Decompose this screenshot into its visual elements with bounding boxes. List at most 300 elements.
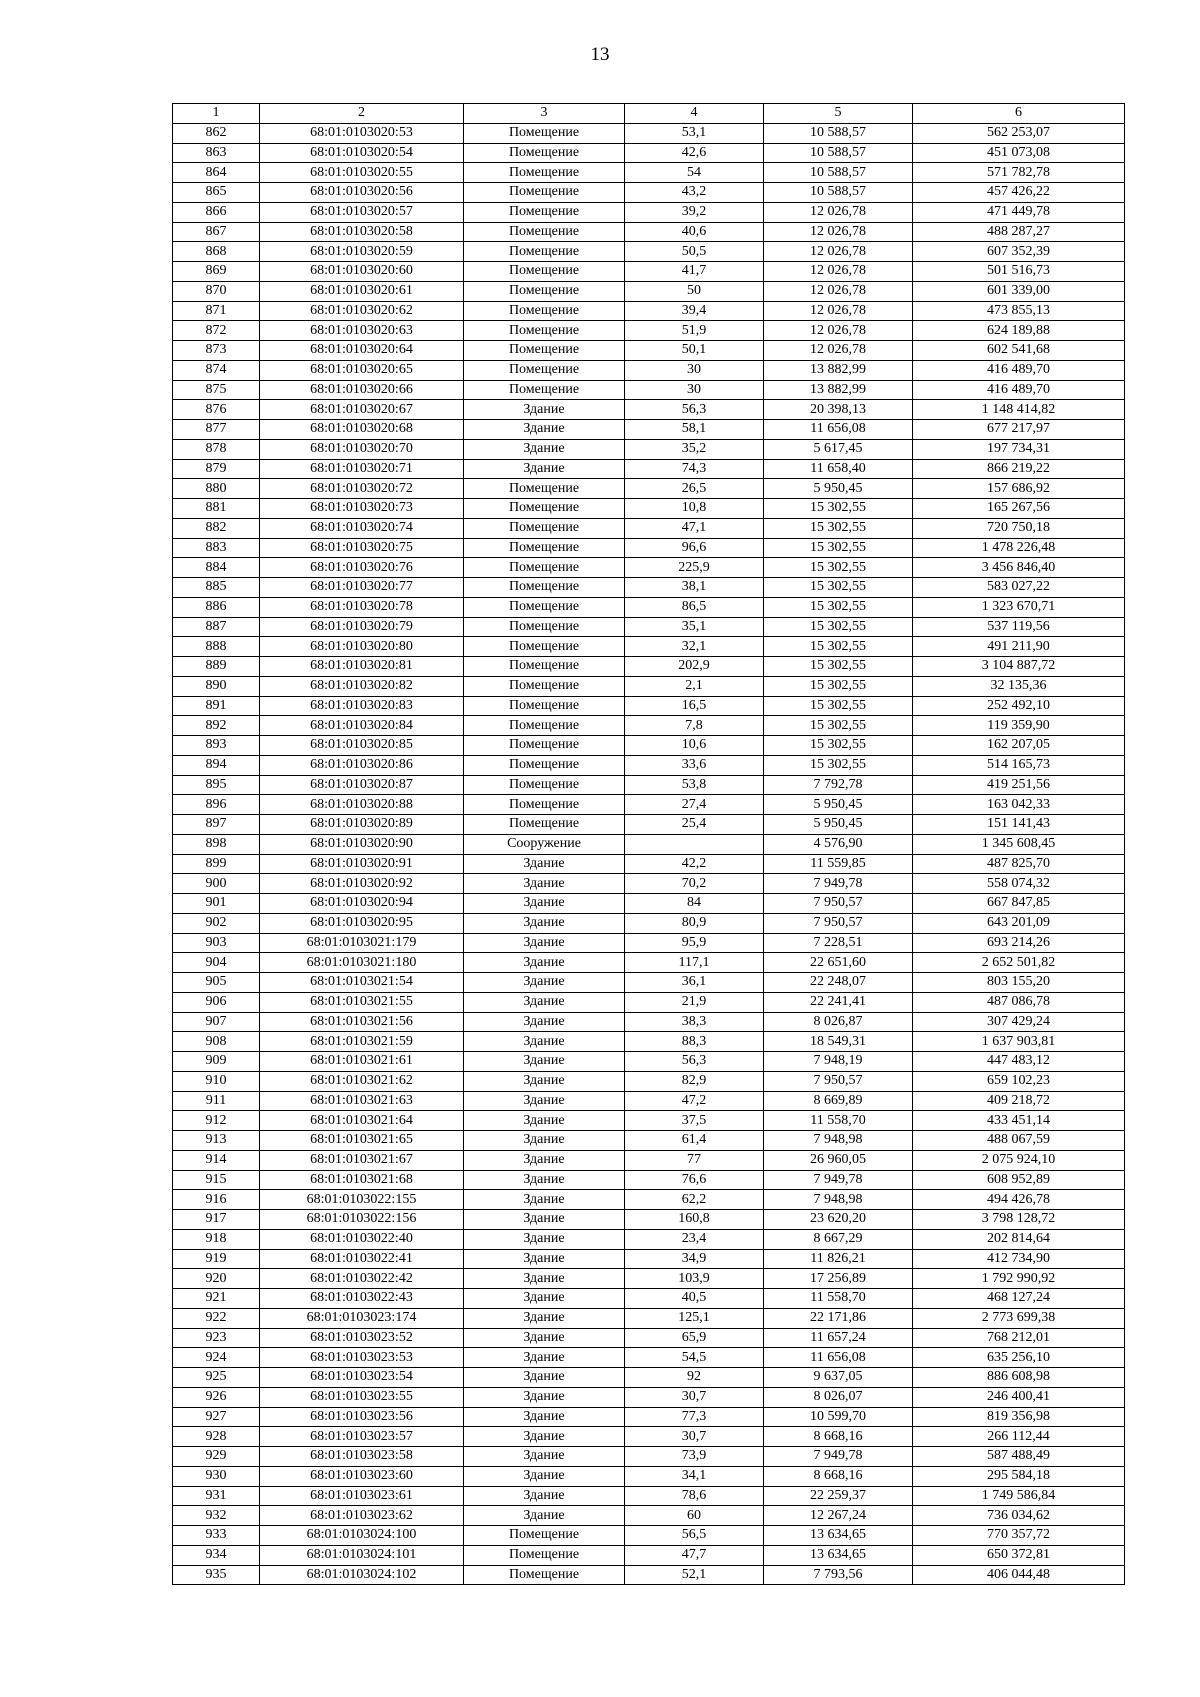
cadastral-number-cell: 68:01:0103020:87	[260, 775, 464, 795]
specific-value-cell: 12 026,78	[764, 262, 913, 282]
area-cell: 34,1	[625, 1466, 764, 1486]
table-row	[173, 341, 1125, 361]
area-cell: 53,8	[625, 775, 764, 795]
object-type-cell: Здание	[464, 1210, 625, 1230]
specific-value-cell: 11 559,85	[764, 854, 913, 874]
area-cell: 54,5	[625, 1348, 764, 1368]
cadastral-number-cell: 68:01:0103024:102	[260, 1565, 464, 1585]
row-number-cell: 877	[173, 420, 260, 440]
area-cell: 38,1	[625, 578, 764, 598]
cadastral-value-cell: 409 218,72	[913, 1091, 1125, 1111]
cadastral-number-cell: 68:01:0103023:56	[260, 1407, 464, 1427]
specific-value-cell: 12 026,78	[764, 301, 913, 321]
specific-value-cell: 15 302,55	[764, 696, 913, 716]
object-type-cell: Здание	[464, 1150, 625, 1170]
specific-value-cell: 15 302,55	[764, 657, 913, 677]
cadastral-number-cell: 68:01:0103021:64	[260, 1111, 464, 1131]
row-number-cell: 872	[173, 321, 260, 341]
cadastral-value-cell: 473 855,13	[913, 301, 1125, 321]
cadastral-value-cell: 601 339,00	[913, 281, 1125, 301]
cadastral-value-cell: 307 429,24	[913, 1012, 1125, 1032]
table-row	[173, 1328, 1125, 1348]
specific-value-cell: 15 302,55	[764, 597, 913, 617]
row-number-cell: 870	[173, 281, 260, 301]
specific-value-cell: 4 576,90	[764, 834, 913, 854]
object-type-cell: Здание	[464, 1190, 625, 1210]
area-cell: 70,2	[625, 874, 764, 894]
object-type-cell: Помещение	[464, 281, 625, 301]
area-cell: 10,6	[625, 736, 764, 756]
object-type-cell: Помещение	[464, 380, 625, 400]
specific-value-cell: 9 637,05	[764, 1368, 913, 1388]
object-type-cell: Здание	[464, 992, 625, 1012]
area-cell: 26,5	[625, 479, 764, 499]
table-row	[173, 479, 1125, 499]
table-row	[173, 1486, 1125, 1506]
table-row	[173, 183, 1125, 203]
table-row	[173, 123, 1125, 143]
table-row	[173, 854, 1125, 874]
cadastral-value-cell: 650 372,81	[913, 1545, 1125, 1565]
object-type-cell: Здание	[464, 1012, 625, 1032]
cadastral-value-cell: 2 652 501,82	[913, 953, 1125, 973]
object-type-cell: Здание	[464, 1506, 625, 1526]
table-row	[173, 933, 1125, 953]
specific-value-cell: 12 026,78	[764, 321, 913, 341]
object-type-cell: Здание	[464, 1170, 625, 1190]
object-type-cell: Здание	[464, 1091, 625, 1111]
column-number-cell: 3	[464, 104, 625, 124]
table-row	[173, 992, 1125, 1012]
cadastral-number-cell: 68:01:0103020:89	[260, 815, 464, 835]
area-cell: 42,6	[625, 143, 764, 163]
cadastral-value-cell: 866 219,22	[913, 459, 1125, 479]
row-number-cell: 867	[173, 222, 260, 242]
table-row	[173, 716, 1125, 736]
table-row	[173, 1565, 1125, 1585]
column-number-cell: 4	[625, 104, 764, 124]
specific-value-cell: 15 302,55	[764, 755, 913, 775]
object-type-cell: Здание	[464, 933, 625, 953]
cadastral-number-cell: 68:01:0103020:92	[260, 874, 464, 894]
cadastral-value-cell: 643 201,09	[913, 913, 1125, 933]
area-cell: 35,2	[625, 439, 764, 459]
table-row	[173, 1190, 1125, 1210]
table-row	[173, 1368, 1125, 1388]
specific-value-cell: 11 657,24	[764, 1328, 913, 1348]
row-number-cell: 899	[173, 854, 260, 874]
cadastral-value-cell: 693 214,26	[913, 933, 1125, 953]
specific-value-cell: 22 241,41	[764, 992, 913, 1012]
row-number-cell: 902	[173, 913, 260, 933]
table-body	[173, 104, 1125, 1585]
table-row	[173, 518, 1125, 538]
cadastral-number-cell: 68:01:0103021:62	[260, 1071, 464, 1091]
object-type-cell: Здание	[464, 1269, 625, 1289]
column-number-row	[173, 104, 1125, 124]
table-row	[173, 538, 1125, 558]
table-row	[173, 1071, 1125, 1091]
cadastral-number-cell: 68:01:0103020:62	[260, 301, 464, 321]
specific-value-cell: 8 669,89	[764, 1091, 913, 1111]
row-number-cell: 922	[173, 1308, 260, 1328]
cadastral-value-cell: 3 104 887,72	[913, 657, 1125, 677]
specific-value-cell: 11 558,70	[764, 1289, 913, 1309]
area-cell: 50,1	[625, 341, 764, 361]
row-number-cell: 886	[173, 597, 260, 617]
area-cell: 16,5	[625, 696, 764, 716]
object-type-cell: Помещение	[464, 1565, 625, 1585]
cadastral-value-cell: 416 489,70	[913, 380, 1125, 400]
area-cell: 160,8	[625, 1210, 764, 1230]
specific-value-cell: 12 267,24	[764, 1506, 913, 1526]
row-number-cell: 882	[173, 518, 260, 538]
specific-value-cell: 10 588,57	[764, 163, 913, 183]
table-row	[173, 301, 1125, 321]
specific-value-cell: 22 171,86	[764, 1308, 913, 1328]
cadastral-value-cell: 151 141,43	[913, 815, 1125, 835]
row-number-cell: 888	[173, 637, 260, 657]
specific-value-cell: 8 668,16	[764, 1466, 913, 1486]
specific-value-cell: 13 634,65	[764, 1526, 913, 1546]
specific-value-cell: 7 228,51	[764, 933, 913, 953]
specific-value-cell: 12 026,78	[764, 202, 913, 222]
row-number-cell: 887	[173, 617, 260, 637]
cadastral-number-cell: 68:01:0103020:84	[260, 716, 464, 736]
table-row	[173, 222, 1125, 242]
cadastral-value-cell: 2 075 924,10	[913, 1150, 1125, 1170]
object-type-cell: Помещение	[464, 597, 625, 617]
object-type-cell: Здание	[464, 1348, 625, 1368]
row-number-cell: 898	[173, 834, 260, 854]
cadastral-number-cell: 68:01:0103023:55	[260, 1387, 464, 1407]
cadastral-value-cell: 768 212,01	[913, 1328, 1125, 1348]
area-cell: 7,8	[625, 716, 764, 736]
row-number-cell: 892	[173, 716, 260, 736]
object-type-cell: Помещение	[464, 321, 625, 341]
area-cell: 74,3	[625, 459, 764, 479]
specific-value-cell: 18 549,31	[764, 1032, 913, 1052]
cadastral-number-cell: 68:01:0103021:56	[260, 1012, 464, 1032]
object-type-cell: Здание	[464, 1308, 625, 1328]
table-row	[173, 1387, 1125, 1407]
specific-value-cell: 20 398,13	[764, 400, 913, 420]
cadastral-value-cell: 602 541,68	[913, 341, 1125, 361]
area-cell: 42,2	[625, 854, 764, 874]
specific-value-cell: 26 960,05	[764, 1150, 913, 1170]
object-type-cell: Помещение	[464, 795, 625, 815]
object-type-cell: Помещение	[464, 518, 625, 538]
specific-value-cell: 22 651,60	[764, 953, 913, 973]
object-type-cell: Помещение	[464, 123, 625, 143]
cadastral-number-cell: 68:01:0103020:91	[260, 854, 464, 874]
row-number-cell: 925	[173, 1368, 260, 1388]
cadastral-value-cell: 1 148 414,82	[913, 400, 1125, 420]
object-type-cell: Здание	[464, 854, 625, 874]
row-number-cell: 912	[173, 1111, 260, 1131]
cadastral-value-cell: 494 426,78	[913, 1190, 1125, 1210]
cadastral-number-cell: 68:01:0103023:52	[260, 1328, 464, 1348]
area-cell: 38,3	[625, 1012, 764, 1032]
cadastral-number-cell: 68:01:0103020:64	[260, 341, 464, 361]
object-type-cell: Помещение	[464, 696, 625, 716]
object-type-cell: Здание	[464, 913, 625, 933]
object-type-cell: Помещение	[464, 1526, 625, 1546]
table-row	[173, 1012, 1125, 1032]
cadastral-value-cell: 501 516,73	[913, 262, 1125, 282]
cadastral-number-cell: 68:01:0103023:61	[260, 1486, 464, 1506]
table-row	[173, 1269, 1125, 1289]
specific-value-cell: 8 026,07	[764, 1387, 913, 1407]
row-number-cell: 871	[173, 301, 260, 321]
cadastral-number-cell: 68:01:0103020:68	[260, 420, 464, 440]
row-number-cell: 907	[173, 1012, 260, 1032]
object-type-cell: Помещение	[464, 578, 625, 598]
area-cell: 202,9	[625, 657, 764, 677]
area-cell: 117,1	[625, 953, 764, 973]
specific-value-cell: 15 302,55	[764, 538, 913, 558]
object-type-cell: Помещение	[464, 499, 625, 519]
cadastral-value-cell: 252 492,10	[913, 696, 1125, 716]
cadastral-number-cell: 68:01:0103023:57	[260, 1427, 464, 1447]
cadastral-value-cell: 667 847,85	[913, 894, 1125, 914]
cadastral-value-cell: 1 478 226,48	[913, 538, 1125, 558]
area-cell: 30,7	[625, 1387, 764, 1407]
table-row	[173, 775, 1125, 795]
column-number-cell: 5	[764, 104, 913, 124]
row-number-cell: 866	[173, 202, 260, 222]
cadastral-number-cell: 68:01:0103020:66	[260, 380, 464, 400]
row-number-cell: 880	[173, 479, 260, 499]
specific-value-cell: 15 302,55	[764, 558, 913, 578]
row-number-cell: 869	[173, 262, 260, 282]
cadastral-number-cell: 68:01:0103021:54	[260, 973, 464, 993]
cadastral-number-cell: 68:01:0103020:59	[260, 242, 464, 262]
area-cell: 80,9	[625, 913, 764, 933]
table-row	[173, 420, 1125, 440]
table-row	[173, 1545, 1125, 1565]
object-type-cell: Здание	[464, 1427, 625, 1447]
object-type-cell: Помещение	[464, 1545, 625, 1565]
table-row	[173, 1447, 1125, 1467]
area-cell: 40,6	[625, 222, 764, 242]
cadastral-number-cell: 68:01:0103021:68	[260, 1170, 464, 1190]
cadastral-number-cell: 68:01:0103021:61	[260, 1052, 464, 1072]
cadastral-number-cell: 68:01:0103023:174	[260, 1308, 464, 1328]
area-cell: 77,3	[625, 1407, 764, 1427]
table-row	[173, 617, 1125, 637]
cadastral-number-cell: 68:01:0103022:155	[260, 1190, 464, 1210]
cadastral-value-cell: 471 449,78	[913, 202, 1125, 222]
cadastral-value-cell: 2 773 699,38	[913, 1308, 1125, 1328]
column-number-cell: 1	[173, 104, 260, 124]
row-number-cell: 928	[173, 1427, 260, 1447]
table-row	[173, 815, 1125, 835]
area-cell: 65,9	[625, 1328, 764, 1348]
object-type-cell: Помещение	[464, 676, 625, 696]
area-cell: 95,9	[625, 933, 764, 953]
table-row	[173, 1052, 1125, 1072]
cadastral-number-cell: 68:01:0103020:95	[260, 913, 464, 933]
cadastral-value-cell: 886 608,98	[913, 1368, 1125, 1388]
cadastral-number-cell: 68:01:0103020:73	[260, 499, 464, 519]
cadastral-number-cell: 68:01:0103021:65	[260, 1131, 464, 1151]
cadastral-number-cell: 68:01:0103023:58	[260, 1447, 464, 1467]
cadastral-value-cell: 3 456 846,40	[913, 558, 1125, 578]
row-number-cell: 920	[173, 1269, 260, 1289]
specific-value-cell: 8 026,87	[764, 1012, 913, 1032]
specific-value-cell: 15 302,55	[764, 716, 913, 736]
specific-value-cell: 7 792,78	[764, 775, 913, 795]
row-number-cell: 894	[173, 755, 260, 775]
cadastral-value-cell: 1 637 903,81	[913, 1032, 1125, 1052]
object-type-cell: Помещение	[464, 815, 625, 835]
object-type-cell: Здание	[464, 1466, 625, 1486]
cadastral-number-cell: 68:01:0103020:75	[260, 538, 464, 558]
specific-value-cell: 11 558,70	[764, 1111, 913, 1131]
table-row	[173, 795, 1125, 815]
cadastral-value-cell: 412 734,90	[913, 1249, 1125, 1269]
specific-value-cell: 13 882,99	[764, 360, 913, 380]
row-number-cell: 911	[173, 1091, 260, 1111]
cadastral-value-cell: 1 345 608,45	[913, 834, 1125, 854]
cadastral-number-cell: 68:01:0103020:80	[260, 637, 464, 657]
table-row	[173, 1170, 1125, 1190]
row-number-cell: 874	[173, 360, 260, 380]
cadastral-value-cell: 1 323 670,71	[913, 597, 1125, 617]
table-row	[173, 676, 1125, 696]
object-type-cell: Помещение	[464, 479, 625, 499]
row-number-cell: 916	[173, 1190, 260, 1210]
area-cell: 51,9	[625, 321, 764, 341]
row-number-cell: 864	[173, 163, 260, 183]
area-cell: 125,1	[625, 1308, 764, 1328]
cadastral-value-cell: 562 253,07	[913, 123, 1125, 143]
specific-value-cell: 7 948,98	[764, 1190, 913, 1210]
object-type-cell: Здание	[464, 1071, 625, 1091]
specific-value-cell: 10 599,70	[764, 1407, 913, 1427]
area-cell: 10,8	[625, 499, 764, 519]
row-number-cell: 881	[173, 499, 260, 519]
specific-value-cell: 15 302,55	[764, 578, 913, 598]
cadastral-value-cell: 157 686,92	[913, 479, 1125, 499]
table-row	[173, 1466, 1125, 1486]
cadastral-number-cell: 68:01:0103020:78	[260, 597, 464, 617]
row-number-cell: 933	[173, 1526, 260, 1546]
specific-value-cell: 11 656,08	[764, 1348, 913, 1368]
cadastral-number-cell: 68:01:0103024:100	[260, 1526, 464, 1546]
object-type-cell: Здание	[464, 953, 625, 973]
object-type-cell: Здание	[464, 1289, 625, 1309]
object-type-cell: Помещение	[464, 360, 625, 380]
row-number-cell: 923	[173, 1328, 260, 1348]
object-type-cell: Здание	[464, 459, 625, 479]
row-number-cell: 901	[173, 894, 260, 914]
cadastral-value-cell: 451 073,08	[913, 143, 1125, 163]
row-number-cell: 884	[173, 558, 260, 578]
page-number: 13	[590, 44, 610, 65]
table-row	[173, 1091, 1125, 1111]
area-cell: 56,3	[625, 1052, 764, 1072]
object-type-cell: Помещение	[464, 538, 625, 558]
object-type-cell: Помещение	[464, 143, 625, 163]
specific-value-cell: 7 950,57	[764, 1071, 913, 1091]
row-number-cell: 926	[173, 1387, 260, 1407]
row-number-cell: 890	[173, 676, 260, 696]
table-row	[173, 834, 1125, 854]
row-number-cell: 897	[173, 815, 260, 835]
specific-value-cell: 15 302,55	[764, 499, 913, 519]
object-type-cell: Помещение	[464, 222, 625, 242]
table-row	[173, 143, 1125, 163]
table-row	[173, 874, 1125, 894]
row-number-cell: 935	[173, 1565, 260, 1585]
row-number-cell: 889	[173, 657, 260, 677]
object-type-cell: Помещение	[464, 736, 625, 756]
cadastral-number-cell: 68:01:0103023:54	[260, 1368, 464, 1388]
area-cell: 39,4	[625, 301, 764, 321]
object-type-cell: Здание	[464, 1131, 625, 1151]
area-cell	[625, 834, 764, 854]
cadastral-value-cell: 736 034,62	[913, 1506, 1125, 1526]
area-cell: 103,9	[625, 1269, 764, 1289]
object-type-cell: Здание	[464, 874, 625, 894]
table-row	[173, 202, 1125, 222]
cadastral-number-cell: 68:01:0103022:156	[260, 1210, 464, 1230]
cadastral-number-cell: 68:01:0103020:82	[260, 676, 464, 696]
table-row	[173, 360, 1125, 380]
specific-value-cell: 12 026,78	[764, 222, 913, 242]
row-number-cell: 914	[173, 1150, 260, 1170]
specific-value-cell: 8 668,16	[764, 1427, 913, 1447]
object-type-cell: Здание	[464, 894, 625, 914]
table-row	[173, 321, 1125, 341]
cadastral-number-cell: 68:01:0103020:94	[260, 894, 464, 914]
cadastral-value-cell: 587 488,49	[913, 1447, 1125, 1467]
cadastral-value-cell: 488 067,59	[913, 1131, 1125, 1151]
area-cell: 76,6	[625, 1170, 764, 1190]
row-number-cell: 924	[173, 1348, 260, 1368]
cadastral-value-cell: 468 127,24	[913, 1289, 1125, 1309]
cadastral-number-cell: 68:01:0103021:180	[260, 953, 464, 973]
object-type-cell: Помещение	[464, 716, 625, 736]
area-cell: 77	[625, 1150, 764, 1170]
specific-value-cell: 11 826,21	[764, 1249, 913, 1269]
area-cell: 41,7	[625, 262, 764, 282]
object-type-cell: Здание	[464, 1368, 625, 1388]
area-cell: 30,7	[625, 1427, 764, 1447]
cadastral-value-cell: 720 750,18	[913, 518, 1125, 538]
area-cell: 56,3	[625, 400, 764, 420]
cadastral-number-cell: 68:01:0103020:63	[260, 321, 464, 341]
area-cell: 23,4	[625, 1229, 764, 1249]
area-cell: 56,5	[625, 1526, 764, 1546]
table-row	[173, 1111, 1125, 1131]
table-row	[173, 637, 1125, 657]
table-row	[173, 163, 1125, 183]
table-row	[173, 597, 1125, 617]
object-type-cell: Здание	[464, 420, 625, 440]
specific-value-cell: 12 026,78	[764, 242, 913, 262]
cadastral-value-cell: 537 119,56	[913, 617, 1125, 637]
specific-value-cell: 13 882,99	[764, 380, 913, 400]
cadastral-value-cell: 1 749 586,84	[913, 1486, 1125, 1506]
cadastral-value-cell: 433 451,14	[913, 1111, 1125, 1131]
cadastral-number-cell: 68:01:0103022:43	[260, 1289, 464, 1309]
cadastral-number-cell: 68:01:0103020:88	[260, 795, 464, 815]
specific-value-cell: 8 667,29	[764, 1229, 913, 1249]
row-number-cell: 896	[173, 795, 260, 815]
